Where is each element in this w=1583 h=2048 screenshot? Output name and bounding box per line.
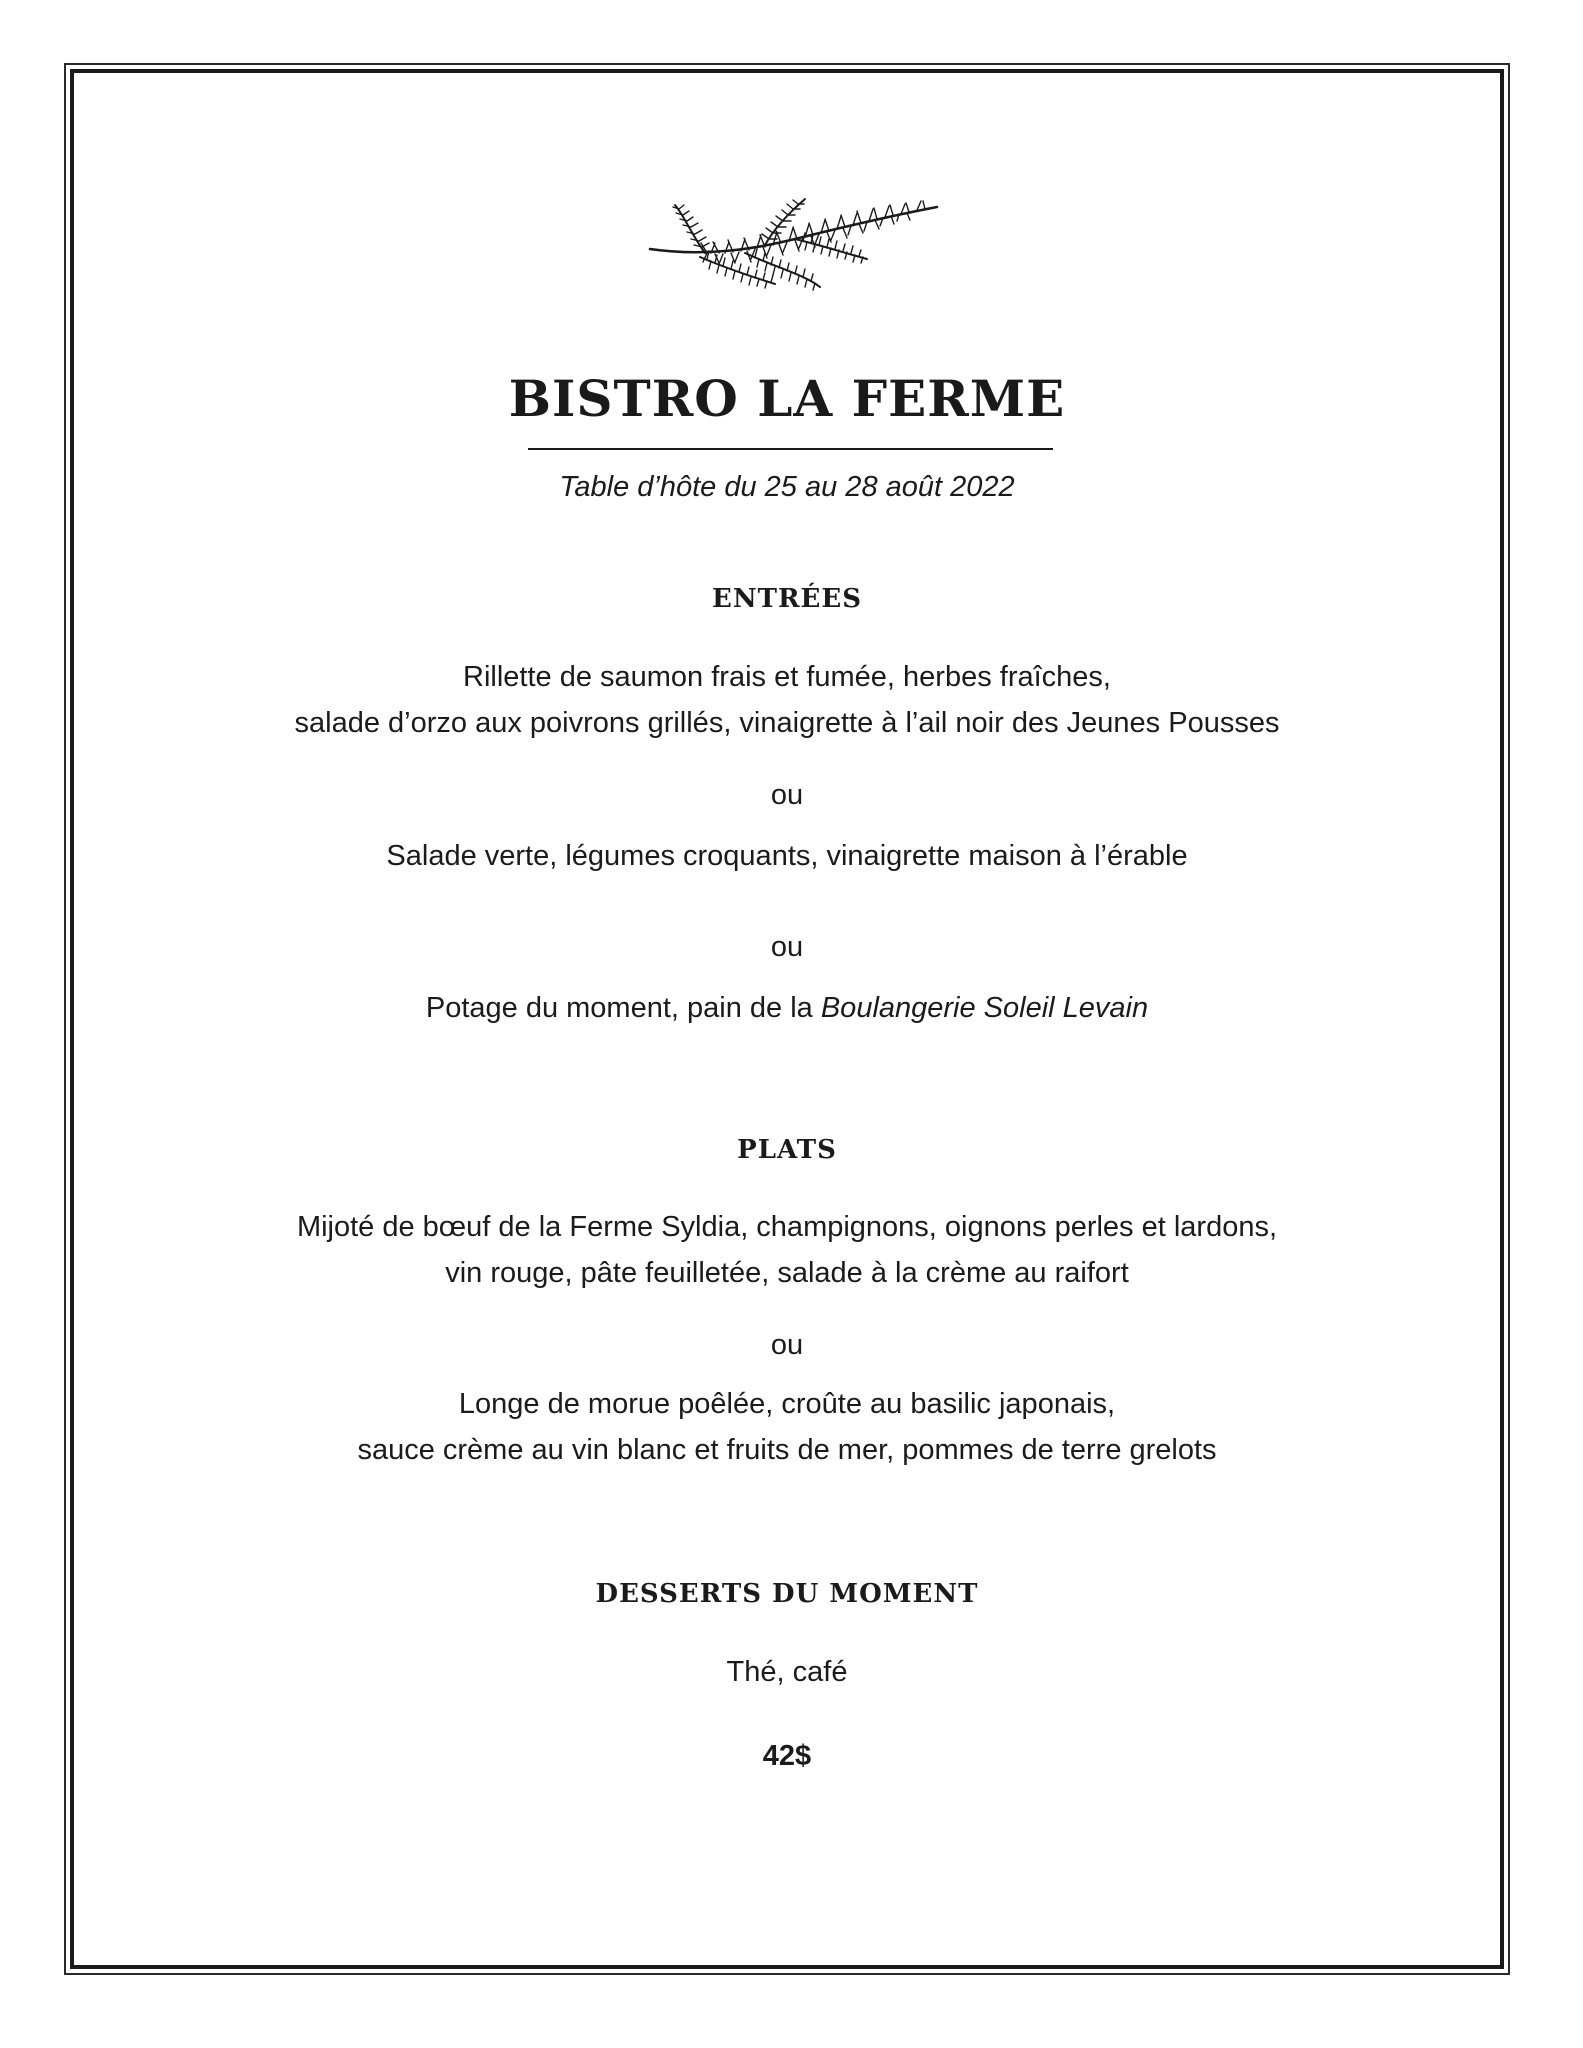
entree-2: Salade verte, légumes croquants, vinaigrette maison à l’érable — [386, 840, 1188, 872]
plat-2-line-2: sauce crème au vin blanc et fruits de mer, pommes de terre grelots — [357, 1434, 1217, 1466]
or-separator: ou — [770, 779, 804, 811]
drinks: Thé, café — [726, 1656, 848, 1688]
restaurant-name: BISTRO LA FERME — [508, 369, 1066, 428]
section-heading-entrees: ENTRÉES — [712, 584, 862, 614]
menu-dates: Table d’hôte du 25 au 28 août 2022 — [559, 471, 1015, 503]
fern-branch-icon — [645, 187, 945, 297]
section-heading-plats: PLATS — [737, 1135, 837, 1165]
menu-page — [70, 69, 1504, 1969]
plat-1-line-1: Mijoté de bœuf de la Ferme Syldia, champignons, oignons perles et lardons, — [296, 1211, 1278, 1243]
entree-1-line-1: Rillette de saumon frais et fumée, herbes fraîches, — [463, 661, 1111, 693]
plat-1-line-2: vin rouge, pâte feuilletée, salade à la crème au raifort — [445, 1257, 1129, 1289]
menu-price: 42$ — [762, 1740, 812, 1772]
title-underline — [528, 448, 1053, 450]
entree-3 — [70, 985, 1504, 1031]
or-separator: ou — [770, 931, 804, 963]
entree-3-text: Potage du moment, pain de la — [425, 992, 821, 1024]
section-heading-desserts: DESSERTS DU MOMENT — [595, 1579, 979, 1609]
entree-3-bakery: Boulangerie Soleil Levain — [820, 992, 1149, 1024]
plat-2-line-1: Longe de morue poêlée, croûte au basilic japonais, — [458, 1388, 1116, 1420]
entree-1-line-2: salade d’orzo aux poivrons grillés, vinaigrette à l’ail noir des Jeunes Pousses — [294, 707, 1280, 739]
or-separator: ou — [770, 1329, 804, 1361]
